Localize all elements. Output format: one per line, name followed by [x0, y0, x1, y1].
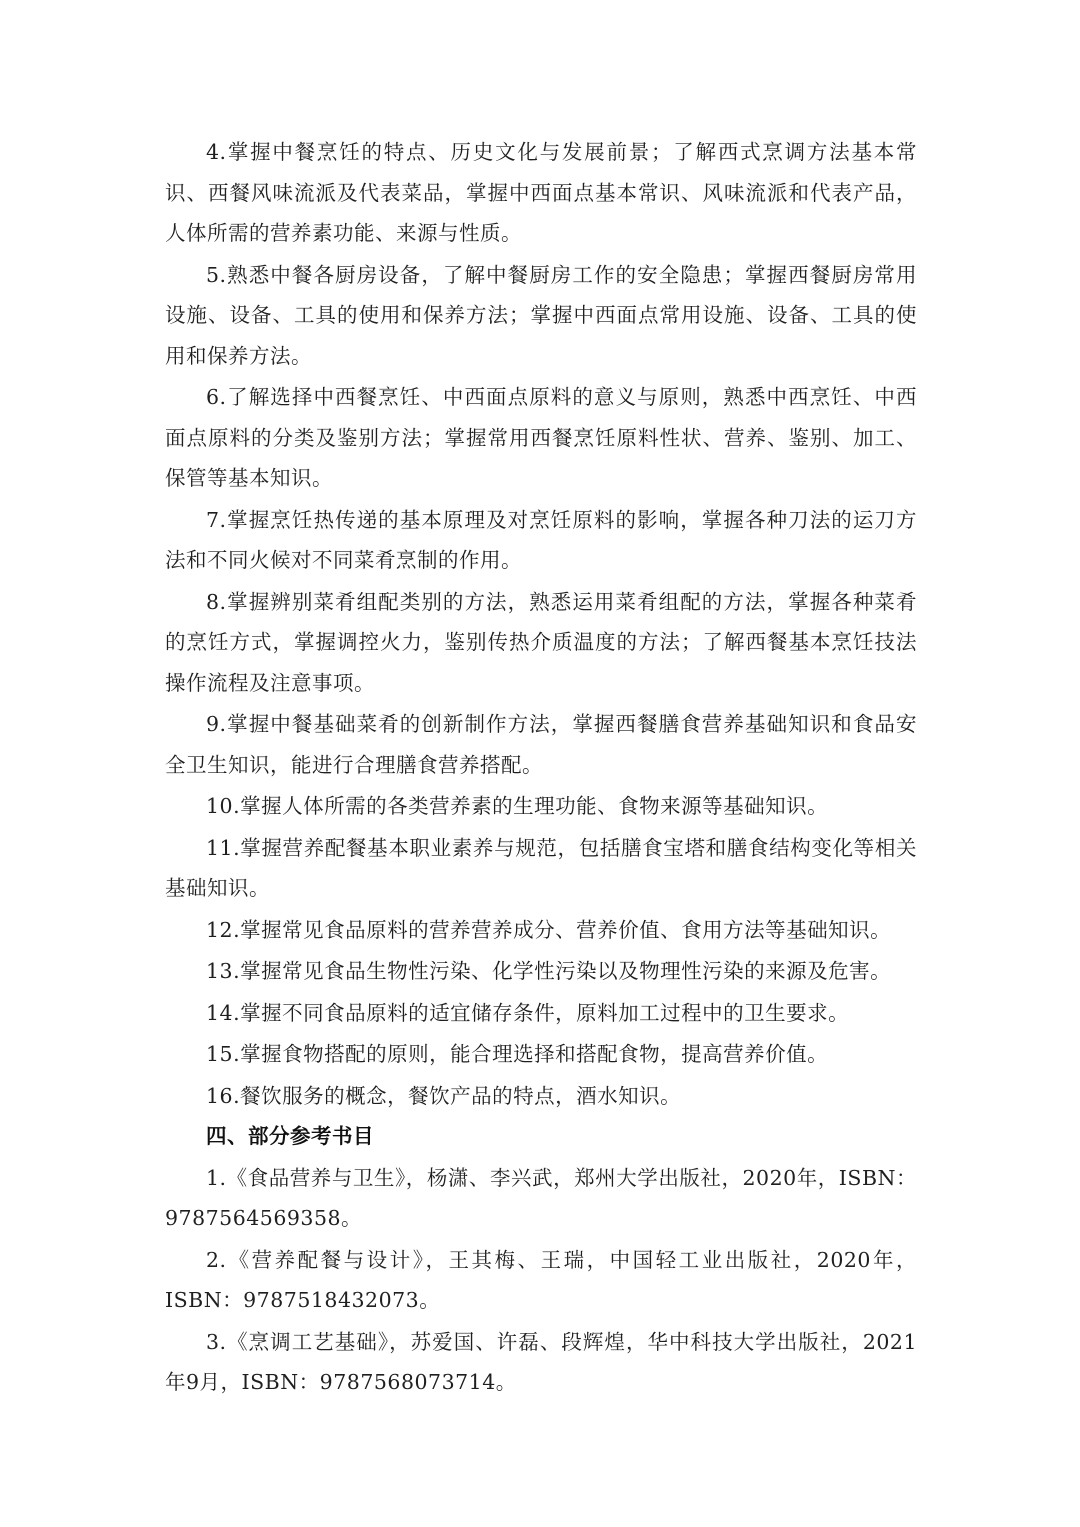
requirement-item-15: 15.掌握食物搭配的原则，能合理选择和搭配食物，提高营养价值。 [206, 1042, 829, 1066]
requirement-item-11: 11.掌握营养配餐基本职业素养与规范，包括膳食宝塔和膳食结构变化等相关基础知识。 [165, 835, 917, 900]
requirement-item-14: 14.掌握不同食品原料的适宜储存条件，原料加工过程中的卫生要求。 [206, 1000, 850, 1025]
reference-item-2: 2.《营养配餐与设计》，王其梅、王瑞，中国轻工业出版社，2020年，ISBN：9787518432073。 [165, 1247, 917, 1312]
reference-item-1: 1.《食品营养与卫生》，杨潇、李兴武，郑州大学出版社，2020年，ISBN：9787564569358。 [165, 1165, 917, 1230]
section-heading: 四、部分参考书目 [206, 1124, 374, 1148]
requirement-item-7: 7.掌握烹饪热传递的基本原理及对烹饪原料的影响，掌握各种刀法的运刀方法和不同火候对不同菜肴烹制的作用。 [165, 507, 917, 572]
requirement-item-4: 4.掌握中餐烹饪的特点、历史文化与发展前景；了解西式烹调方法基本常识、西餐风味流派及代表菜品，掌握中西面点基本常识、风味流派和代表产品，人体所需的营养素功能、来源与性质。 [165, 140, 917, 245]
requirement-item-9: 9.掌握中餐基础菜肴的创新制作方法，掌握西餐膳食营养基础知识和食品安全卫生知识，能进行合理膳食营养搭配。 [165, 712, 917, 777]
requirement-item-13: 13.掌握常见食品生物性污染、化学性污染以及物理性污染的来源及危害。 [206, 959, 892, 983]
requirement-item-12: 12.掌握常见食品原料的营养营养成分、营养价值、食用方法等基础知识。 [206, 917, 892, 942]
requirement-item-10: 10.掌握人体所需的各类营养素的生理功能、食物来源等基础知识。 [206, 794, 829, 818]
requirement-item-16: 16.餐饮服务的概念，餐饮产品的特点，酒水知识。 [206, 1083, 682, 1108]
requirement-item-6: 6.了解选择中西餐烹饪、中西面点原料的意义与原则，熟悉中西烹饪、中西面点原料的分类及鉴别方法；掌握常用西餐烹饪原料性状、营养、鉴别、加工、保管等基本知识。 [165, 385, 917, 490]
reference-item-3: 3.《烹调工艺基础》，苏爱国、许磊、段辉煌，华中科技大学出版社，2021年9月，ISBN：9787568073714。 [165, 1329, 917, 1394]
requirement-item-5: 5.熟悉中餐各厨房设备，了解中餐厨房工作的安全隐患；掌握西餐厨房常用设施、设备、工具的使用和保养方法；掌握中西面点常用设施、设备、工具的使用和保养方法。 [165, 262, 917, 368]
requirement-item-8: 8.掌握辨别菜肴组配类别的方法，熟悉运用菜肴组配的方法，掌握各种菜肴的烹饪方式，掌握调控火力，鉴别传热介质温度的方法；了解西餐基本烹饪技法操作流程及注意事项。 [165, 589, 917, 695]
document-body [165, 132, 917, 1403]
